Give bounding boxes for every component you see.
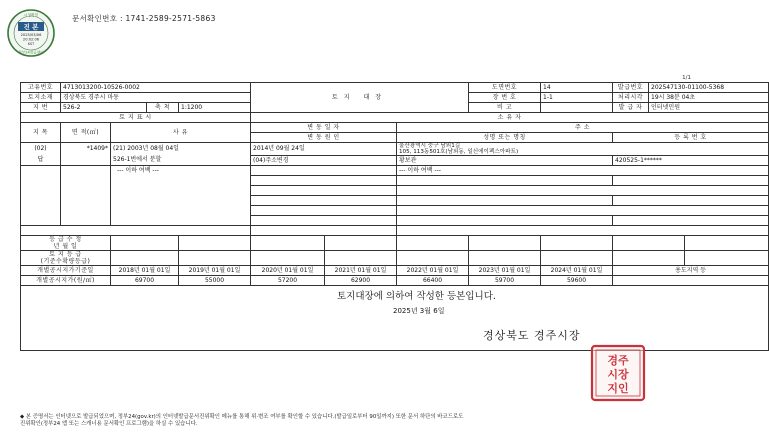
certify-authority: 경상북도 경주시장 <box>483 329 581 342</box>
blank-cell <box>21 196 61 206</box>
certify-statement: 토지대장에 의하여 작성한 등본입니다. <box>337 291 496 302</box>
blank-cell <box>111 251 179 266</box>
doc-confirm-value: 1741-2589-2571-5863 <box>125 14 216 23</box>
blank-cell <box>61 206 111 216</box>
owner-change-reason: (04)주소변경 <box>251 156 397 166</box>
blank-cell <box>251 186 397 196</box>
col-change-reason: 변 동 원 인 <box>251 133 397 143</box>
land-end-note: --- 이하 여백 --- <box>111 166 251 176</box>
sheet-label: 장 번 호 <box>469 93 541 103</box>
scale-label: 축 척 <box>147 103 179 113</box>
land-section-title: 토 지 표 시 <box>21 113 251 123</box>
document-confirmation-number <box>72 15 216 23</box>
price-date: 2024년 01월 01일 <box>541 266 613 276</box>
blank-cell <box>613 216 769 226</box>
doc-confirm-label: 문서확인번호 : <box>72 14 123 23</box>
blank-cell <box>541 251 613 266</box>
footer-line-2: 진위확인(정부24 앱 또는 스캐너용 문서확인 프로그램)을 하실 수 있습니다. <box>20 421 198 427</box>
blank-cell <box>251 166 397 176</box>
land-grade-label <box>21 251 111 266</box>
price-date: 2020년 01월 01일 <box>251 266 325 276</box>
blank-cell <box>541 236 613 251</box>
location-label: 토지소재 <box>21 93 61 103</box>
owner-name: 황보관 <box>397 156 613 166</box>
blank-cell <box>685 236 769 251</box>
price-date: 2023년 01월 01일 <box>469 266 541 276</box>
blank-cell <box>61 196 111 206</box>
price-value: 59600 <box>541 276 613 286</box>
unique-no-value: 4713013200-10526-0002 <box>61 83 251 93</box>
svg-text:2025/03/06: 2025/03/06 <box>20 33 42 37</box>
issue-no-value: 202547130-01100-5368 <box>649 83 769 93</box>
col-reason: 사 유 <box>111 123 251 143</box>
land-reason-2: 526-1번에서 분할 <box>111 156 251 166</box>
price-date: 2021년 01월 01일 <box>325 266 397 276</box>
unique-no-label: 고유번호 <box>21 83 61 93</box>
svg-text:지인: 지인 <box>607 382 629 395</box>
owner-end-note: --- 이하 여백 --- <box>397 166 769 176</box>
certify-date: 2025년 3월 6일 <box>393 307 445 315</box>
remark-label: 비 고 <box>469 103 541 113</box>
owner-section-title: 소 유 자 <box>251 113 769 123</box>
price-value: 55000 <box>179 276 251 286</box>
price-date: 2018년 01월 01일 <box>111 266 179 276</box>
issue-no-label: 발급번호 <box>613 83 649 93</box>
blank-cell <box>61 216 111 226</box>
blank-cell <box>613 251 685 266</box>
blank-cell <box>21 216 61 226</box>
blank-cell <box>111 206 251 216</box>
price-value: 57200 <box>251 276 325 286</box>
blank-cell <box>397 236 469 251</box>
price-value: 69700 <box>111 276 179 286</box>
svg-text:KST: KST <box>27 42 35 46</box>
grade-revision-label <box>21 236 111 251</box>
issuer-value: 인터넷민원 <box>649 103 769 113</box>
blank-cell <box>613 176 769 186</box>
price-value: 62900 <box>325 276 397 286</box>
price-label: 개별공시지가(원/㎡) <box>21 276 111 286</box>
use-zone-value <box>613 276 769 286</box>
blank-cell <box>397 216 613 226</box>
blank-cell <box>397 251 469 266</box>
blank-cell <box>251 196 397 206</box>
col-address: 주 소 <box>397 123 769 133</box>
blank-cell <box>61 186 111 196</box>
land-reason-1: (21) 2003년 08월 04일 <box>111 143 251 156</box>
issuer-label: 발 급 자 <box>613 103 649 113</box>
col-category: 지 목 <box>21 123 61 143</box>
land-area: *1409* <box>61 143 111 156</box>
grade-revision-label-1: 등 급 수 정 <box>49 236 82 243</box>
svg-text:경주: 경주 <box>607 354 629 367</box>
map-no-value: 14 <box>541 83 613 93</box>
blank-cell <box>179 236 251 251</box>
blank-cell <box>21 166 61 176</box>
blank-cell <box>251 251 325 266</box>
blank-cell <box>251 206 397 216</box>
blank-cell <box>61 166 111 176</box>
blank-cell <box>251 176 397 186</box>
proc-time-label: 처리시각 <box>613 93 649 103</box>
page-title: 토지 대장 <box>251 83 469 113</box>
price-base-date-label: 개별공시지가기준일 <box>21 266 111 276</box>
col-reg-no: 등 록 번 호 <box>613 133 769 143</box>
blank-cell <box>21 206 61 216</box>
land-grade-label-2: (기준수확량등급) <box>40 258 91 265</box>
col-change-date: 변 동 일 자 <box>251 123 397 133</box>
price-date: 2019년 01월 01일 <box>179 266 251 276</box>
blank-cell <box>469 236 541 251</box>
grade-revision-label-2: 년 월 일 <box>53 243 78 250</box>
land-area-cont <box>61 156 111 166</box>
remark-value <box>541 103 613 113</box>
blank-cell <box>325 236 397 251</box>
blank-cell <box>111 186 251 196</box>
owner-address-line-1: 울산광역시 중구 남외1길 <box>399 143 461 149</box>
blank-cell <box>325 251 397 266</box>
blank-cell <box>397 226 769 236</box>
blank-cell <box>251 216 397 226</box>
footer-line-1: ◆ 본 증명서는 인터넷으로 발급되었으며, 정부24(gov.kr)의 인터넷발급문서진위확인 메뉴를 통해 위·변조 여부를 확인할 수 있습니다.(발급일로부터 90일까지) 또한 문서 하단의 바코드로도 <box>20 414 464 420</box>
official-seal-icon <box>590 344 646 402</box>
blank-cell <box>469 251 541 266</box>
land-grade-label-1: 토 지 등 급 <box>49 251 82 258</box>
sheet-value: 1-1 <box>541 93 613 103</box>
land-register-table <box>20 82 769 351</box>
authenticity-stamp-icon <box>6 8 56 58</box>
lot-label: 지 번 <box>21 103 61 113</box>
svg-text:시청확인: 시청확인 <box>23 12 39 18</box>
footer-notice <box>20 414 696 428</box>
svg-text:시장: 시장 <box>607 368 629 381</box>
certification-block <box>21 286 769 351</box>
owner-reg-no: 420525-1****** <box>613 156 769 166</box>
blank-cell <box>613 236 685 251</box>
use-zone-label: 용도지역 등 <box>613 266 769 276</box>
lot-value: 526-2 <box>61 103 147 113</box>
location-value: 경상북도 경주시 마동 <box>61 93 251 103</box>
blank-cell <box>111 176 251 186</box>
blank-cell <box>685 251 769 266</box>
price-value: 59700 <box>469 276 541 286</box>
page-number: 1/1 <box>682 75 691 81</box>
owner-change-date: 2014년 09월 24일 <box>251 143 397 156</box>
blank-cell <box>397 186 769 196</box>
col-name: 성명 또는 명칭 <box>397 133 613 143</box>
blank-cell <box>397 206 769 216</box>
blank-cell <box>397 196 613 206</box>
blank-cell <box>179 251 251 266</box>
col-area: 면 적(㎡) <box>61 123 111 143</box>
scale-value: 1:1200 <box>179 103 251 113</box>
blank-cell <box>111 216 251 226</box>
blank-cell <box>251 236 325 251</box>
blank-cell <box>613 196 769 206</box>
svg-text:진 본: 진 본 <box>23 23 39 31</box>
blank-cell <box>397 176 613 186</box>
price-value: 66400 <box>397 276 469 286</box>
svg-text:20:02:06: 20:02:06 <box>22 37 40 42</box>
blank-cell <box>111 236 179 251</box>
blank-cell <box>111 196 251 206</box>
blank-cell <box>61 176 111 186</box>
blank-cell <box>21 226 251 236</box>
owner-address <box>397 143 769 156</box>
blank-cell <box>21 176 61 186</box>
proc-time-value: 19시 38분 04초 <box>649 93 769 103</box>
blank-cell <box>21 186 61 196</box>
map-no-label: 도면번호 <box>469 83 541 93</box>
price-date: 2022년 01월 01일 <box>397 266 469 276</box>
land-category: 답 <box>21 156 61 166</box>
owner-address-line-2: 105, 113동501호(남외동, 일신에이펙스아파트) <box>399 149 519 155</box>
blank-cell <box>251 226 397 236</box>
land-code: (02) <box>21 143 61 156</box>
svg-text:정부24발급센터: 정부24발급센터 <box>18 50 44 55</box>
